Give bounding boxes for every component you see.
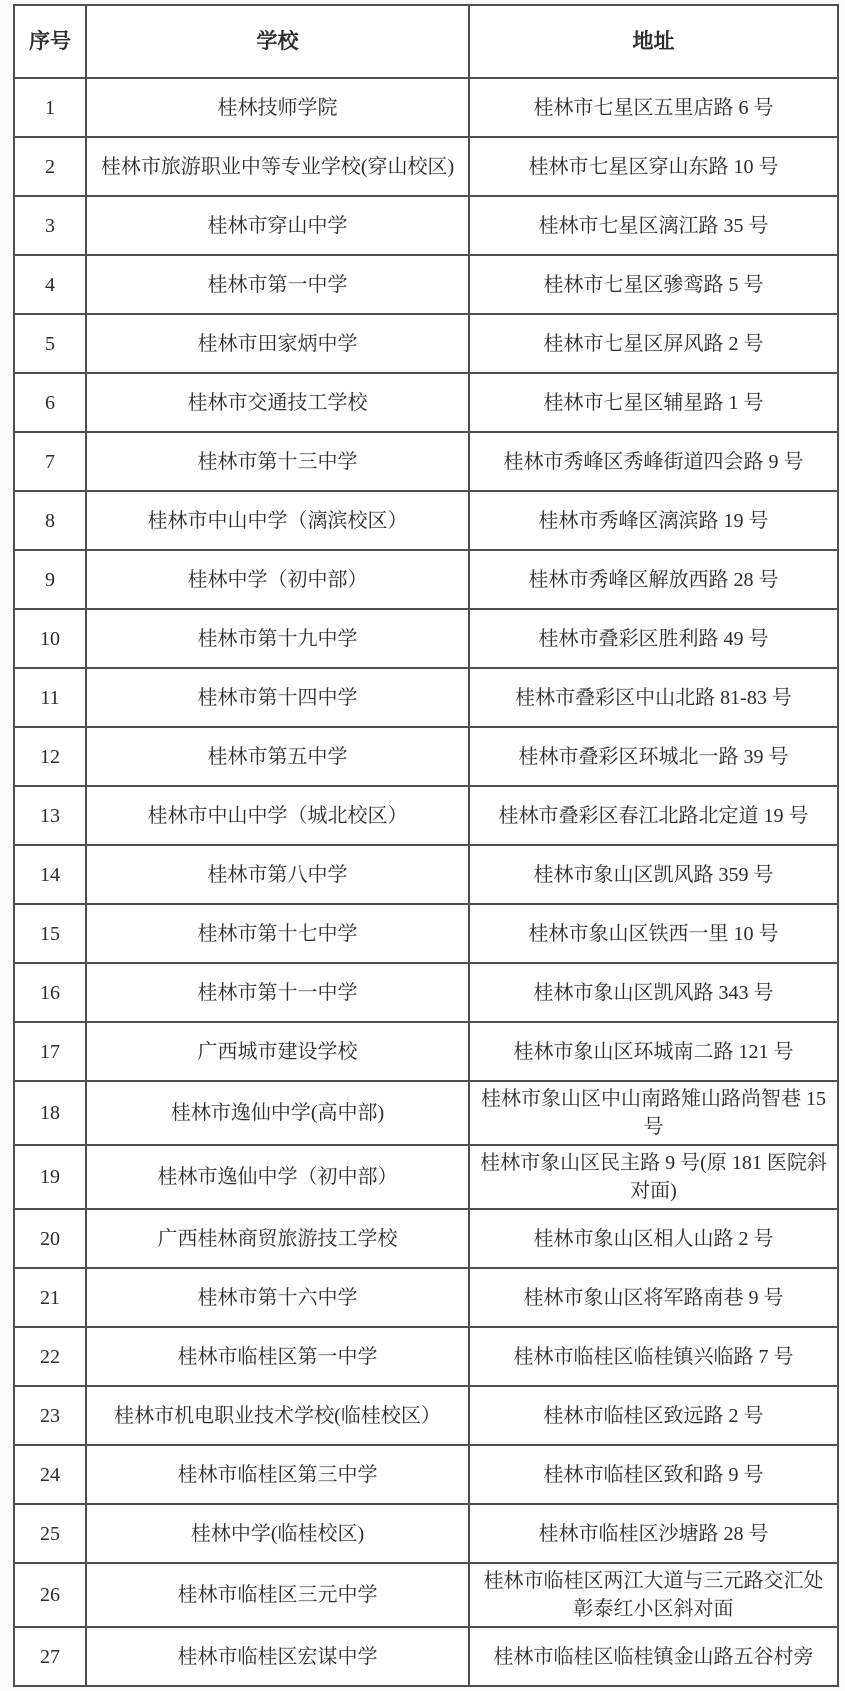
row-address: 桂林市七星区骖鸾路 5 号	[469, 255, 838, 314]
row-school-name: 桂林中学（初中部）	[86, 550, 469, 609]
row-serial-number: 5	[14, 314, 86, 373]
row-serial-number: 21	[14, 1268, 86, 1327]
row-address: 桂林市临桂区两江大道与三元路交汇处彰泰红小区斜对面	[469, 1563, 838, 1627]
row-serial-number: 4	[14, 255, 86, 314]
row-school-name: 桂林市交通技工学校	[86, 373, 469, 432]
row-serial-number: 8	[14, 491, 86, 550]
row-school-name: 桂林市第一中学	[86, 255, 469, 314]
table-row	[14, 255, 838, 314]
row-address: 桂林市临桂区临桂镇金山路五谷村旁	[469, 1627, 838, 1686]
row-school-name: 桂林市第十七中学	[86, 904, 469, 963]
row-address: 桂林市临桂区沙塘路 28 号	[469, 1504, 838, 1563]
row-serial-number: 23	[14, 1386, 86, 1445]
row-serial-number: 26	[14, 1563, 86, 1627]
table-row	[14, 1327, 838, 1386]
row-school-name: 桂林市第八中学	[86, 845, 469, 904]
row-serial-number: 14	[14, 845, 86, 904]
table-row	[14, 609, 838, 668]
row-serial-number: 2	[14, 137, 86, 196]
row-address: 桂林市象山区凯风路 343 号	[469, 963, 838, 1022]
row-serial-number: 19	[14, 1145, 86, 1209]
row-serial-number: 10	[14, 609, 86, 668]
row-school-name: 桂林市田家炳中学	[86, 314, 469, 373]
row-address: 桂林市象山区凯风路 359 号	[469, 845, 838, 904]
row-address: 桂林市象山区中山南路雉山路尚智巷 15 号	[469, 1081, 838, 1145]
row-address: 桂林市象山区环城南二路 121 号	[469, 1022, 838, 1081]
row-address: 桂林市象山区相人山路 2 号	[469, 1209, 838, 1268]
row-school-name: 桂林市临桂区第一中学	[86, 1327, 469, 1386]
table-header	[14, 5, 838, 78]
row-serial-number: 17	[14, 1022, 86, 1081]
row-address: 桂林市临桂区致和路 9 号	[469, 1445, 838, 1504]
table-body	[14, 78, 838, 1686]
row-address: 桂林市象山区民主路 9 号(原 181 医院斜对面)	[469, 1145, 838, 1209]
row-school-name: 桂林市逸仙中学（初中部）	[86, 1145, 469, 1209]
table-row	[14, 432, 838, 491]
row-serial-number: 7	[14, 432, 86, 491]
row-school-name: 桂林市第十四中学	[86, 668, 469, 727]
row-serial-number: 24	[14, 1445, 86, 1504]
row-school-name: 桂林市中山中学（漓滨校区）	[86, 491, 469, 550]
table-row	[14, 845, 838, 904]
table-row	[14, 78, 838, 137]
row-address: 桂林市临桂区临桂镇兴临路 7 号	[469, 1327, 838, 1386]
row-serial-number: 22	[14, 1327, 86, 1386]
row-serial-number: 9	[14, 550, 86, 609]
table-row	[14, 668, 838, 727]
row-school-name: 桂林市第十九中学	[86, 609, 469, 668]
table-row	[14, 1209, 838, 1268]
row-serial-number: 3	[14, 196, 86, 255]
row-serial-number: 25	[14, 1504, 86, 1563]
row-school-name: 桂林市临桂区宏谋中学	[86, 1627, 469, 1686]
header-address: 地址	[469, 5, 838, 78]
row-serial-number: 20	[14, 1209, 86, 1268]
row-serial-number: 11	[14, 668, 86, 727]
table-row	[14, 196, 838, 255]
table-row	[14, 963, 838, 1022]
row-serial-number: 6	[14, 373, 86, 432]
row-school-name: 桂林市中山中学（城北校区）	[86, 786, 469, 845]
school-address-table	[13, 4, 839, 1687]
row-school-name: 桂林市临桂区三元中学	[86, 1563, 469, 1627]
row-school-name: 桂林市机电职业技术学校(临桂校区）	[86, 1386, 469, 1445]
table-row	[14, 491, 838, 550]
table-row	[14, 1268, 838, 1327]
table-row	[14, 373, 838, 432]
table-row	[14, 1022, 838, 1081]
row-serial-number: 12	[14, 727, 86, 786]
header-serial-number: 序号	[14, 5, 86, 78]
table-row	[14, 1504, 838, 1563]
row-address: 桂林市叠彩区环城北一路 39 号	[469, 727, 838, 786]
row-address: 桂林市秀峰区解放西路 28 号	[469, 550, 838, 609]
row-serial-number: 27	[14, 1627, 86, 1686]
row-address: 桂林市七星区漓江路 35 号	[469, 196, 838, 255]
table-row	[14, 1563, 838, 1627]
table-row	[14, 904, 838, 963]
header-school: 学校	[86, 5, 469, 78]
row-school-name: 桂林市第五中学	[86, 727, 469, 786]
table-row	[14, 786, 838, 845]
row-school-name: 桂林市临桂区第三中学	[86, 1445, 469, 1504]
table-row	[14, 1445, 838, 1504]
row-address: 桂林市临桂区致远路 2 号	[469, 1386, 838, 1445]
row-school-name: 广西城市建设学校	[86, 1022, 469, 1081]
row-address: 桂林市叠彩区中山北路 81-83 号	[469, 668, 838, 727]
table-row	[14, 1145, 838, 1209]
table-header-row	[14, 5, 838, 78]
row-address: 桂林市象山区铁西一里 10 号	[469, 904, 838, 963]
table-row	[14, 550, 838, 609]
row-school-name: 广西桂林商贸旅游技工学校	[86, 1209, 469, 1268]
row-address: 桂林市七星区辅星路 1 号	[469, 373, 838, 432]
table-row	[14, 137, 838, 196]
row-address: 桂林市七星区穿山东路 10 号	[469, 137, 838, 196]
row-serial-number: 16	[14, 963, 86, 1022]
table-row	[14, 1386, 838, 1445]
row-serial-number: 18	[14, 1081, 86, 1145]
row-address: 桂林市叠彩区胜利路 49 号	[469, 609, 838, 668]
row-school-name: 桂林中学(临桂校区)	[86, 1504, 469, 1563]
row-address: 桂林市七星区屏风路 2 号	[469, 314, 838, 373]
table-row	[14, 1627, 838, 1686]
row-school-name: 桂林市旅游职业中等专业学校(穿山校区)	[86, 137, 469, 196]
row-school-name: 桂林市第十六中学	[86, 1268, 469, 1327]
row-school-name: 桂林市逸仙中学(高中部)	[86, 1081, 469, 1145]
row-address: 桂林市叠彩区春江北路北定道 19 号	[469, 786, 838, 845]
row-address: 桂林市象山区将军路南巷 9 号	[469, 1268, 838, 1327]
row-address: 桂林市七星区五里店路 6 号	[469, 78, 838, 137]
row-school-name: 桂林市穿山中学	[86, 196, 469, 255]
table-row	[14, 314, 838, 373]
row-address: 桂林市秀峰区漓滨路 19 号	[469, 491, 838, 550]
row-school-name: 桂林市第十一中学	[86, 963, 469, 1022]
row-address: 桂林市秀峰区秀峰街道四会路 9 号	[469, 432, 838, 491]
table-row	[14, 1081, 838, 1145]
row-serial-number: 15	[14, 904, 86, 963]
row-school-name: 桂林技师学院	[86, 78, 469, 137]
row-serial-number: 13	[14, 786, 86, 845]
table-row	[14, 727, 838, 786]
row-school-name: 桂林市第十三中学	[86, 432, 469, 491]
row-serial-number: 1	[14, 78, 86, 137]
